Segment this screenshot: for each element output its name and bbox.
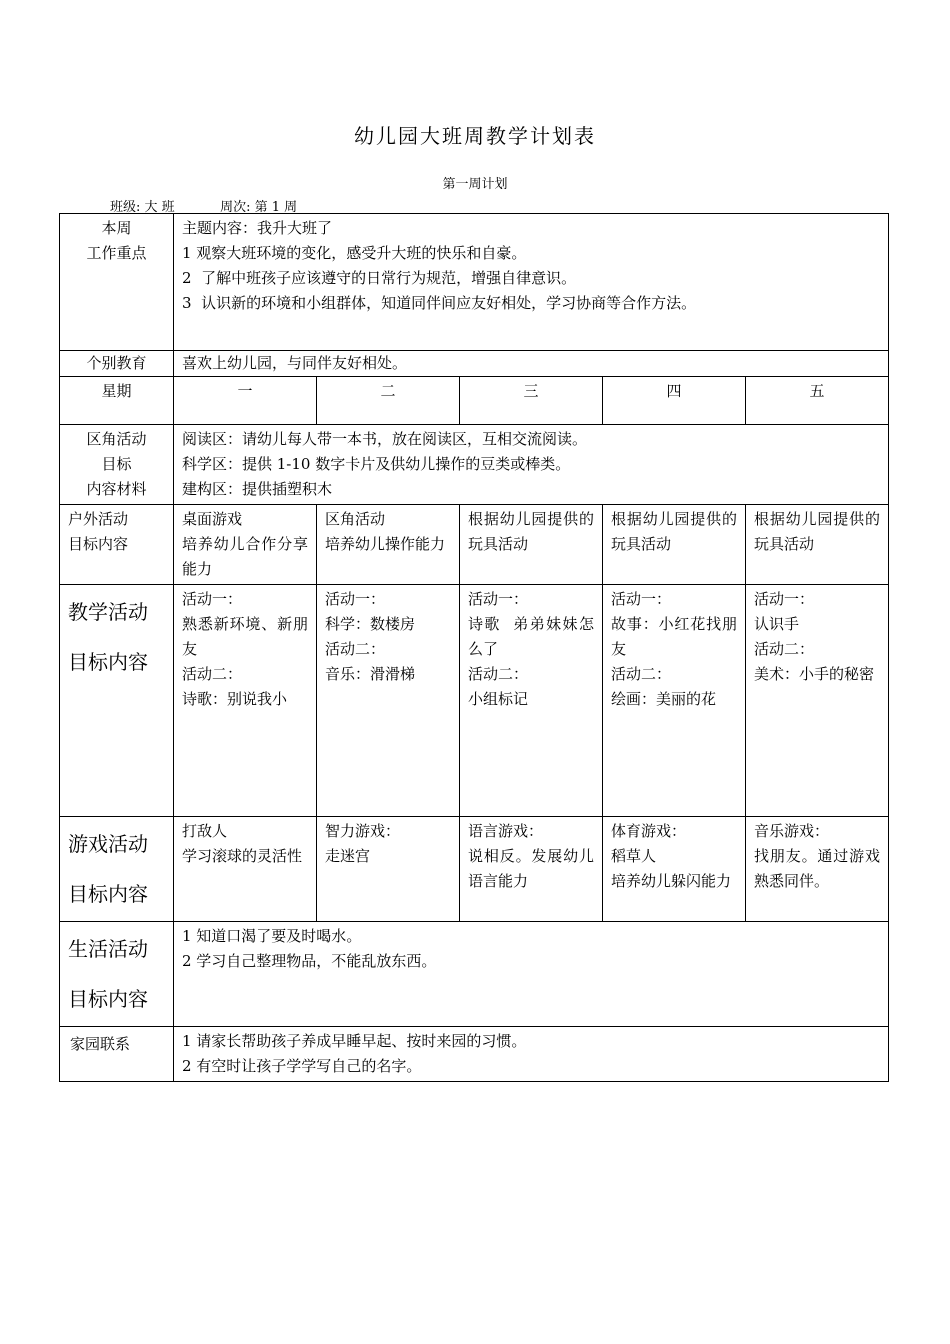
area-row bbox=[60, 425, 889, 505]
teaching-line: 诗歌 弟弟妹妹怎么了 bbox=[468, 615, 594, 658]
focus-label-line: 本周 bbox=[101, 219, 132, 237]
games-line: 培养幼儿躲闪能力 bbox=[611, 872, 732, 890]
outdoor-label-line: 户外活动 bbox=[68, 510, 129, 528]
page-title: 幼儿园大班周教学计划表 bbox=[354, 124, 596, 148]
games-line: 音乐游戏： bbox=[754, 822, 830, 840]
teaching-label-line: 教学活动 bbox=[68, 600, 148, 624]
outdoor-label bbox=[60, 505, 174, 585]
games-cell-fri bbox=[746, 817, 889, 922]
games-cell-wed bbox=[460, 817, 603, 922]
teaching-line: 活动一： bbox=[325, 590, 386, 608]
teaching-cell-thu bbox=[603, 585, 746, 817]
games-line: 学习滚球的灵活性 bbox=[182, 847, 303, 865]
life-label-line: 生活活动 bbox=[68, 937, 148, 961]
area-content bbox=[174, 425, 889, 505]
teaching-line: 活动一： bbox=[754, 590, 815, 608]
individual-label: 个别教育 bbox=[60, 351, 174, 377]
focus-label bbox=[60, 214, 174, 351]
weekday-label: 星期 bbox=[60, 377, 174, 425]
focus-line: 1 观察大班环境的变化，感受升大班的快乐和自豪。 bbox=[182, 244, 527, 262]
area-label bbox=[60, 425, 174, 505]
teaching-line: 绘画：美丽的花 bbox=[611, 690, 717, 708]
games-line: 打敌人 bbox=[182, 822, 228, 840]
home-line: 2 有空时让孩子学学写自己的名字。 bbox=[182, 1057, 422, 1075]
teaching-line: 美术：小手的秘密 bbox=[754, 665, 875, 683]
outdoor-line: 桌面游戏 bbox=[182, 510, 243, 528]
life-content bbox=[174, 922, 889, 1027]
area-line: 阅读区：请幼儿每人带一本书，放在阅读区，互相交流阅读。 bbox=[182, 430, 588, 448]
teaching-line: 音乐：滑滑梯 bbox=[325, 665, 416, 683]
outdoor-line: 培养幼儿操作能力 bbox=[325, 535, 446, 553]
home-content bbox=[174, 1027, 889, 1082]
home-row bbox=[60, 1027, 889, 1082]
teaching-line: 活动一： bbox=[182, 590, 243, 608]
teaching-cell-tue bbox=[317, 585, 460, 817]
focus-line: 主题内容：我升大班了 bbox=[182, 219, 333, 237]
teaching-label-line: 目标内容 bbox=[68, 650, 148, 674]
teaching-line: 活动一： bbox=[611, 590, 672, 608]
life-row bbox=[60, 922, 889, 1027]
weekday-fri: 五 bbox=[746, 377, 889, 425]
outdoor-line: 区角活动 bbox=[325, 510, 386, 528]
weekday-row bbox=[60, 377, 889, 425]
outdoor-label-line: 目标内容 bbox=[68, 535, 129, 553]
teaching-line: 活动二： bbox=[325, 640, 386, 658]
weekday-wed: 三 bbox=[460, 377, 603, 425]
teaching-line: 认识手 bbox=[754, 615, 800, 633]
weekday-thu: 四 bbox=[603, 377, 746, 425]
home-label: 家园联系 bbox=[60, 1027, 174, 1082]
area-label-line: 目标 bbox=[101, 455, 132, 473]
home-line: 1 请家长帮助孩子养成早睡早起、按时来园的习惯。 bbox=[182, 1032, 527, 1050]
teaching-line: 活动二： bbox=[754, 640, 815, 658]
outdoor-cell-mon bbox=[174, 505, 317, 585]
games-label-line: 游戏活动 bbox=[68, 832, 148, 856]
area-label-line: 内容材料 bbox=[86, 480, 147, 498]
games-line: 智力游戏： bbox=[325, 822, 401, 840]
outdoor-line: 根据幼儿园提供的玩具活动 bbox=[754, 510, 880, 553]
individual-row bbox=[60, 351, 889, 377]
games-cell-thu bbox=[603, 817, 746, 922]
individual-content: 喜欢上幼儿园，与同伴友好相处。 bbox=[174, 351, 889, 377]
weekday-tue: 二 bbox=[317, 377, 460, 425]
teaching-cell-fri bbox=[746, 585, 889, 817]
games-line: 稻草人 bbox=[611, 847, 657, 865]
teaching-line: 活动二： bbox=[468, 665, 529, 683]
teaching-line: 活动二： bbox=[182, 665, 243, 683]
games-label bbox=[60, 817, 174, 922]
week-label: 周次: 第 1 周 bbox=[220, 200, 298, 215]
games-line: 语言游戏： bbox=[468, 822, 544, 840]
area-line: 科学区：提供 1-10 数字卡片及供幼儿操作的豆类或棒类。 bbox=[182, 455, 571, 473]
life-line: 2 学习自己整理物品，不能乱放东西。 bbox=[182, 952, 437, 970]
class-label: 班级: 大 班 bbox=[110, 200, 175, 215]
focus-line: 3 认识新的环境和小组群体，知道同伴间应友好相处，学习协商等合作方法。 bbox=[182, 294, 697, 312]
teaching-cell-wed bbox=[460, 585, 603, 817]
teaching-row bbox=[60, 585, 889, 817]
weekly-plan-table bbox=[59, 213, 889, 1082]
focus-row bbox=[60, 214, 889, 351]
life-label-line: 目标内容 bbox=[68, 987, 148, 1011]
teaching-line: 小组标记 bbox=[468, 690, 529, 708]
teaching-cell-mon bbox=[174, 585, 317, 817]
teaching-line: 活动一： bbox=[468, 590, 529, 608]
area-line: 建构区：提供插塑积木 bbox=[182, 480, 333, 498]
outdoor-line: 培养幼儿合作分享能力 bbox=[182, 535, 308, 578]
teaching-line: 诗歌：别说我小 bbox=[182, 690, 288, 708]
weekday-mon: 一 bbox=[174, 377, 317, 425]
teaching-line: 熟悉新环境、新朋友 bbox=[182, 615, 308, 658]
outdoor-line: 根据幼儿园提供的玩具活动 bbox=[468, 510, 594, 553]
outdoor-line: 根据幼儿园提供的玩具活动 bbox=[611, 510, 737, 553]
teaching-line: 故事：小红花找朋友 bbox=[611, 615, 737, 658]
games-line: 走迷宫 bbox=[325, 847, 371, 865]
outdoor-cell-wed bbox=[460, 505, 603, 585]
life-label bbox=[60, 922, 174, 1027]
games-row bbox=[60, 817, 889, 922]
life-line: 1 知道口渴了要及时喝水。 bbox=[182, 927, 362, 945]
teaching-line: 活动二： bbox=[611, 665, 672, 683]
games-label-line: 目标内容 bbox=[68, 882, 148, 906]
games-cell-mon bbox=[174, 817, 317, 922]
games-cell-tue bbox=[317, 817, 460, 922]
outdoor-cell-thu bbox=[603, 505, 746, 585]
teaching-line: 科学：数楼房 bbox=[325, 615, 416, 633]
games-line: 找朋友。通过游戏熟悉同伴。 bbox=[754, 847, 880, 890]
outdoor-cell-tue bbox=[317, 505, 460, 585]
focus-line: 2 了解中班孩子应该遵守的日常行为规范，增强自律意识。 bbox=[182, 269, 577, 287]
focus-content bbox=[174, 214, 889, 351]
outdoor-row bbox=[60, 505, 889, 585]
games-line: 说相反。发展幼儿语言能力 bbox=[468, 847, 594, 890]
area-label-line: 区角活动 bbox=[86, 430, 147, 448]
page-subtitle: 第一周计划 bbox=[442, 177, 508, 192]
games-line: 体育游戏： bbox=[611, 822, 687, 840]
teaching-label bbox=[60, 585, 174, 817]
focus-label-line: 工作重点 bbox=[86, 244, 147, 262]
outdoor-cell-fri bbox=[746, 505, 889, 585]
